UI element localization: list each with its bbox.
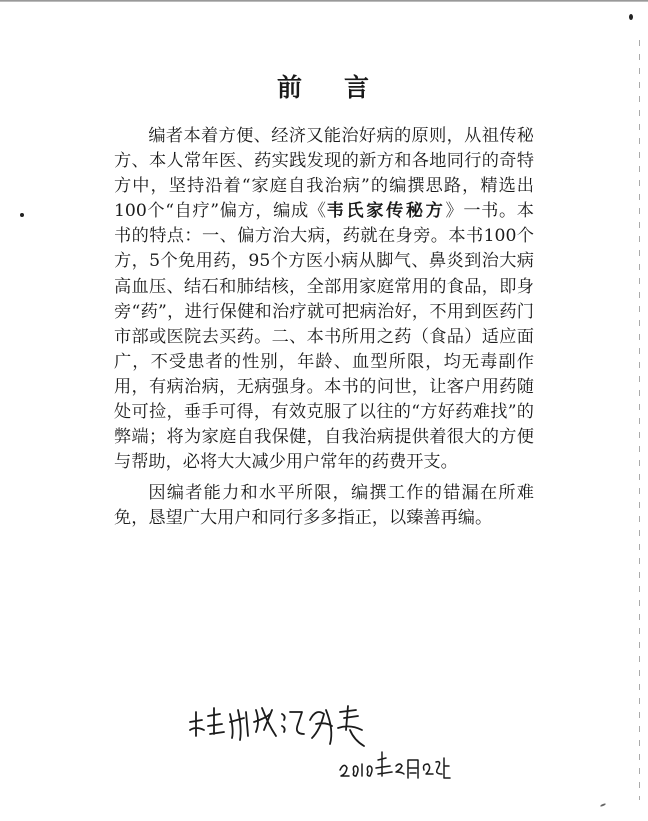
book-title: 韦氏家传秘方: [326, 201, 446, 222]
book-open-mark: 《: [308, 201, 327, 222]
scan-right-edge: [639, 40, 640, 800]
scan-speck: [600, 803, 606, 807]
scan-top-edge: [0, 0, 648, 2]
paragraph-1-part-b: 一书。本书的特点：一、偏方治大病，药就在身旁。本书100个方，5个免用药，95个方医小病从脚气、鼻炎到治大病高血压、结石和肺结核，全部用家庭常用的食品，即身旁“药”，进行保健和治疗就可把病治好，不用到医药门市部或医院去买药。二、本书所用之药（食品）适应面广，不受患者的性别，年龄、血型所限，均无毒副作用，有病治病，无病强身。本书的问世，让客户用药随处可捡，垂手可得，有效克服了以往的“方好药难找”的弊端；将为家庭自我保健，自我治病提供着很大的方便与帮助，必将大大减少用户常年的药费开支。: [114, 201, 534, 473]
preface-body: [114, 124, 534, 532]
scan-speck: [629, 14, 633, 20]
page-title: [0, 68, 648, 104]
preface-paragraph-2: 因编者能力和水平所限，编撰工作的错漏在所难免，恳望广大用户和同行多多指正，以臻善再编。: [114, 483, 534, 529]
title-left-char: 前: [276, 73, 304, 102]
title-right-char: 言: [344, 73, 372, 102]
paragraph-1-part-a: 编者本着方便、经济又能治好病的原则，从祖传秘方、本人常年医、药实践发现的新方和各地同行的奇特方中，坚持沿着“家庭自我治病”的编撰思路，精选出100个“自疗”偏方，编成: [114, 126, 534, 222]
handwritten-date: [338, 746, 450, 782]
date-scribble-icon: [338, 746, 450, 782]
scan-speck: [20, 213, 24, 217]
preface-paragraph-1: [114, 124, 534, 475]
book-close-mark: 》: [445, 201, 464, 222]
